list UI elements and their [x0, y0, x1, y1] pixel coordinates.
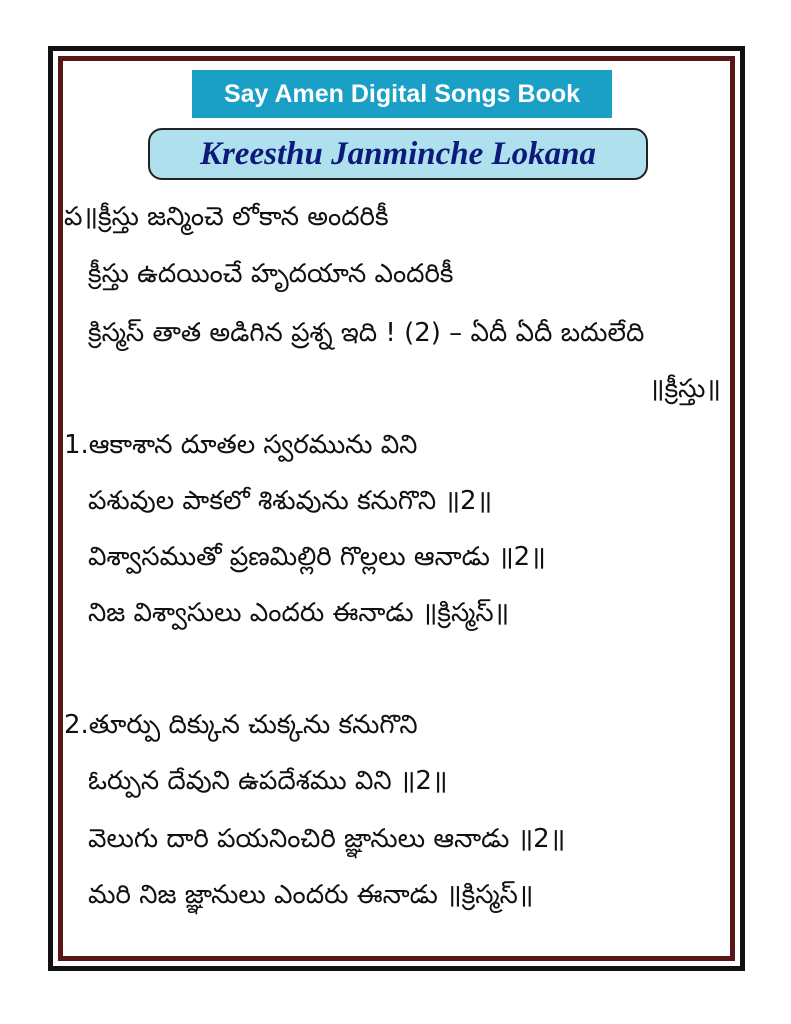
pallavi-line: ప॥క్రీస్తు జన్మించె లోకాన అందరికీ	[64, 202, 389, 232]
pallavi-refrain: ॥క్రీస్తు॥	[649, 374, 721, 404]
song-title: Kreesthu Janminche Lokana	[148, 128, 648, 180]
book-banner: Say Amen Digital Songs Book	[192, 70, 612, 118]
verse2-line: మరి నిజ జ్ఞానులు ఎందరు ఈనాడు ॥క్రిస్మస్॥	[88, 880, 534, 910]
verse1-line: పశువుల పాకలో శిశువును కనుగొని ॥2॥	[88, 486, 493, 516]
pallavi-line: క్రిస్మస్ తాత అడిగిన ప్రశ్న ఇది ! (2) – ఏదీ ఏదీ బదులేది	[88, 318, 645, 348]
verse1-line: విశ్వాసముతో ప్రణమిల్లిరి గొల్లలు ఆనాడు ॥2॥	[88, 542, 546, 572]
pallavi-line: క్రీస్తు ఉదయించే హృదయాన ఎందరికీ	[88, 259, 454, 289]
verse2-line: 2.తూర్పు దిక్కున చుక్కను కనుగొని	[64, 710, 418, 740]
verse1-line: నిజ విశ్వాసులు ఎందరు ఈనాడు ॥క్రిస్మస్॥	[88, 598, 510, 628]
verse1-line: 1.ఆకాశాన దూతల స్వరమును విని	[64, 430, 418, 460]
verse2-line: వెలుగు దారి పయనించిరి జ్ఞానులు ఆనాడు ॥2॥	[88, 824, 566, 854]
verse2-line: ఓర్పున దేవుని ఉపదేశము విని ॥2॥	[88, 766, 448, 796]
